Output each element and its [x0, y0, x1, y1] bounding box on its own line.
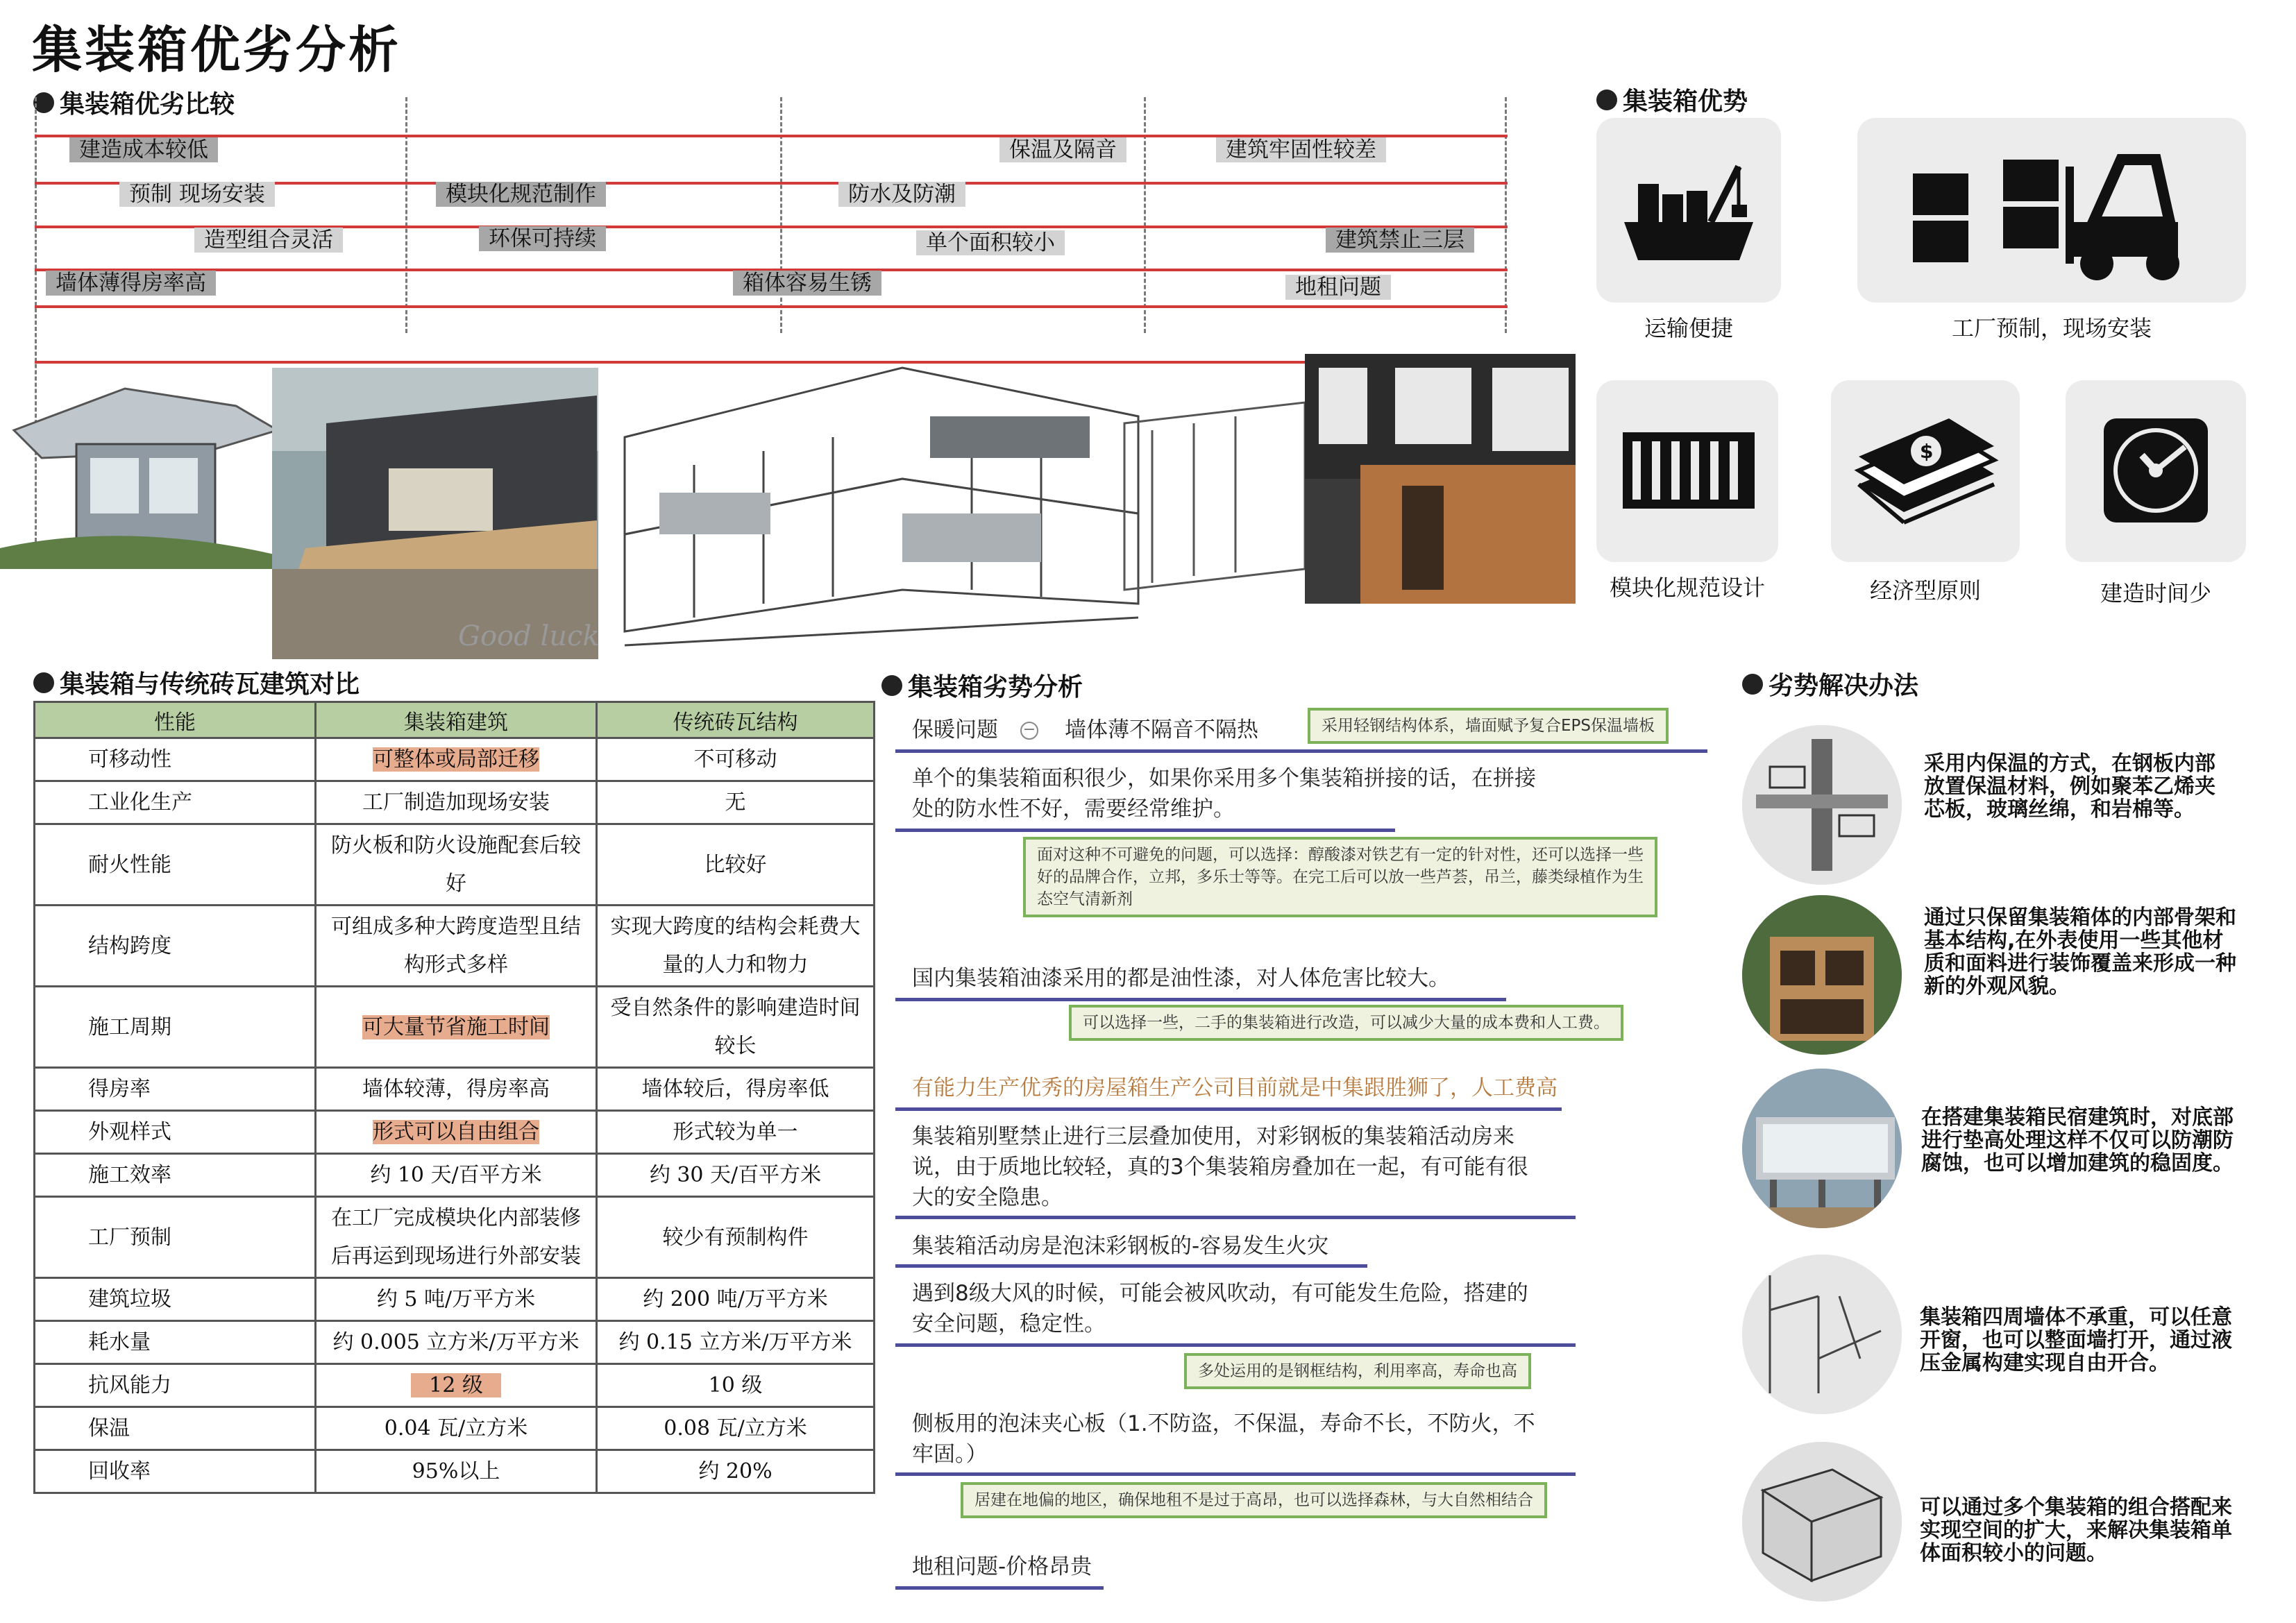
container-buildings-illustration	[0, 340, 1582, 666]
chip: 单个面积较小	[916, 230, 1065, 255]
table-cell: 可移动性	[35, 738, 316, 781]
separator-line	[895, 1107, 1562, 1111]
container-icon	[1596, 380, 1778, 562]
table-cell: 0.08 瓦/立方米	[597, 1407, 875, 1450]
solution-text: 采用内保温的方式，在钢板内部 放置保温材料，例如聚苯乙烯夹 芯板，玻璃丝绵，和岩棉等。	[1924, 751, 2215, 822]
table-cell: 工业化生产	[35, 781, 316, 824]
table-row	[35, 1197, 875, 1278]
table-cell	[316, 738, 597, 781]
highlight-text: 形式可以自由组合	[373, 1120, 539, 1144]
table-cell: 约 10 天/百平方米	[316, 1154, 597, 1197]
table-cell: 10 级	[597, 1364, 875, 1407]
table-cell: 墙体较后，得房率低	[597, 1068, 875, 1111]
separator-line	[895, 1472, 1576, 1476]
advantage-label: 经济型原则	[1869, 577, 1981, 604]
table-row	[35, 1364, 875, 1407]
analysis-text: 安全问题，稳定性。	[912, 1311, 1106, 1336]
advantage-label: 建造时间少	[2100, 580, 2211, 606]
note-line: 面对这种不可避免的问题，可以选择：醇酸漆对铁艺有一定的针对性，还可以选择一些	[1037, 846, 1644, 864]
table-cell: 外观样式	[35, 1111, 316, 1154]
advantages-heading: 集装箱优势	[1596, 82, 1748, 117]
solution-text: 可以通过多个集装箱的组合搭配来 实现空间的扩大，来解决集装箱单 体面积较小的问题。	[1920, 1495, 2232, 1565]
analysis-text: 遇到8级大风的时候，可能会被风吹动，有可能发生危险，搭建的	[912, 1281, 1528, 1306]
table-cell: 0.04 瓦/立方米	[316, 1407, 597, 1450]
table-cell: 实现大跨度的结构会耗费大量的人力和物力	[597, 906, 875, 987]
table-cell: 施工周期	[35, 987, 316, 1068]
chip: 墙体薄得房率高	[46, 271, 216, 296]
table-cell: 无	[597, 781, 875, 824]
table-cell: 在工厂完成模块化内部装修后再运到现场进行外部安装	[316, 1197, 597, 1278]
solution-note: 采用轻钢结构体系，墙面赋予复合EPS保温墙板	[1308, 708, 1669, 744]
table-cell: 耐火性能	[35, 824, 316, 906]
bullet-icon	[33, 672, 54, 693]
cargo-ship-icon	[1596, 118, 1781, 303]
table-row	[35, 1278, 875, 1321]
bullet-icon	[1596, 90, 1617, 110]
highlight-text: 可大量节省施工时间	[362, 1014, 550, 1039]
compare-heading: 集装箱优劣比较	[33, 85, 235, 120]
table-heading: 集装箱与传统砖瓦建筑对比	[33, 665, 360, 700]
table-row	[35, 1407, 875, 1450]
table-cell	[316, 1111, 597, 1154]
separator-line	[895, 829, 1395, 832]
svg-text:$: $	[1920, 440, 1934, 463]
analysis-text: 处的防水性不好，需要经常维护。	[912, 797, 1235, 822]
analysis-topic: 保暖问题	[912, 717, 998, 742]
table-cell: 约 5 吨/万平方米	[316, 1278, 597, 1321]
analysis-text: 说，由于质地比较轻，真的3个集装箱房叠加在一起，有可能有很	[912, 1155, 1528, 1180]
table-cell: 工厂制造加现场安装	[316, 781, 597, 824]
table-row	[35, 1321, 875, 1364]
clock-icon	[2066, 380, 2246, 562]
solutions-heading: 劣势解决办法	[1742, 666, 1918, 702]
highlight-text: 12 级	[411, 1373, 501, 1397]
analysis-text: 地租问题-价格昂贵	[912, 1554, 1092, 1579]
analysis-text: 大的安全隐患。	[912, 1185, 1063, 1210]
chip: 箱体容易生锈	[733, 271, 881, 296]
page-title: 集装箱优劣分析	[32, 21, 402, 79]
divider	[780, 97, 782, 333]
table-cell: 耗水量	[35, 1321, 316, 1364]
analysis-text: 侧板用的泡沫夹心板（1.不防盗，不保温，寿命不长，不防火，不	[912, 1411, 1535, 1436]
table-cell: 工厂预制	[35, 1197, 316, 1278]
forklift-icon	[1857, 118, 2246, 303]
chip: 预制 现场安装	[119, 182, 275, 207]
solution-note	[1023, 837, 1657, 917]
separator-line	[895, 1343, 1576, 1347]
solution-note: 多处运用的是钢框结构，利用率高，寿命也高	[1184, 1353, 1531, 1389]
table-cell: 建筑垃圾	[35, 1278, 316, 1321]
separator-line	[895, 749, 1707, 753]
table-cell: 施工效率	[35, 1154, 316, 1197]
divider	[1144, 97, 1146, 333]
column-header: 集装箱建筑	[316, 702, 597, 738]
divider	[405, 97, 407, 333]
chip: 建筑禁止三层	[1326, 228, 1474, 253]
table-cell: 回收率	[35, 1450, 316, 1493]
column-header: 传统砖瓦结构	[597, 702, 875, 738]
solution-text: 在搭建集装箱民宿建筑时，对底部 进行垫高处理这样不仅可以防潮防 腐蚀，也可以增加建筑的稳固度。	[1921, 1105, 2234, 1175]
table-row	[35, 824, 875, 906]
insulation-detail-image	[1742, 725, 1902, 885]
money-stack-icon	[1831, 380, 2020, 562]
table-cell: 约 20%	[597, 1450, 875, 1493]
column-header: 性能	[35, 702, 316, 738]
table-cell	[316, 1364, 597, 1407]
table-cell: 得房率	[35, 1068, 316, 1111]
advantage-label: 工厂预制，现场安装	[1951, 315, 2152, 341]
table-row	[35, 1450, 875, 1493]
bullet-icon	[881, 675, 902, 696]
table-row	[35, 987, 875, 1068]
solution-text: 集装箱四周墙体不承重，可以任意 开窗，也可以整面墙打开，通过液 压金属构建实现自由开合。	[1920, 1305, 2232, 1375]
chip: 环保可持续	[479, 226, 606, 251]
separator-line	[35, 305, 1508, 308]
analysis-heading: 集装箱劣势分析	[881, 668, 1083, 703]
table-cell: 形式较为单一	[597, 1111, 875, 1154]
separator-line	[895, 1216, 1576, 1219]
table-cell: 可组成多种大跨度造型且结构形式多样	[316, 906, 597, 987]
transport-tile	[1596, 118, 1781, 303]
chip: 保温及隔音	[999, 137, 1126, 162]
wood-clad-house-image	[1742, 895, 1902, 1055]
separator-line	[895, 1586, 1104, 1590]
chip: 造型组合灵活	[194, 228, 343, 253]
chip: 模块化规范制作	[436, 182, 606, 207]
chip: 防水及防潮	[838, 182, 965, 207]
table-cell: 比较好	[597, 824, 875, 906]
separator-line	[895, 998, 1506, 1001]
table-cell: 约 30 天/百平方米	[597, 1154, 875, 1197]
divider	[1505, 97, 1507, 333]
economy-tile	[1831, 380, 2020, 562]
comparison-table	[33, 701, 875, 1494]
table-row	[35, 1154, 875, 1197]
opening-wall-sketch	[1742, 1255, 1902, 1414]
analysis-text: 集装箱别墅禁止进行三层叠加使用，对彩钢板的集装箱活动房来	[912, 1124, 1514, 1149]
note-line: 态空气清新剂	[1037, 890, 1133, 908]
analysis-text: 牢固。）	[912, 1442, 988, 1467]
analysis-text: 国内集装箱油漆采用的都是油性漆，对人体危害比较大。	[912, 966, 1450, 991]
table-cell: 不可移动	[597, 738, 875, 781]
bullet-icon	[1742, 674, 1763, 695]
analysis-text: 墙体薄不隔音不隔热	[1065, 717, 1258, 742]
table-row	[35, 1111, 875, 1154]
table-header-row	[35, 702, 875, 738]
solution-text: 通过只保留集装箱体的内部骨架和 基本结构,在外表使用一些其他材 质和面料进行装饰覆盖来形成一种 新的外观风貌。	[1924, 906, 2236, 999]
table-cell: 防火板和防火设施配套后较好	[316, 824, 597, 906]
table-cell: 结构跨度	[35, 906, 316, 987]
advantage-label: 运输便捷	[1644, 315, 1733, 341]
table-row	[35, 738, 875, 781]
table-cell: 约 200 吨/万平方米	[597, 1278, 875, 1321]
chip: 建造成本较低	[69, 137, 218, 162]
note-line: 好的品牌合作，立邦，多乐士等等。在完工后可以放一些芦荟，吊兰，藤类绿植作为生	[1037, 868, 1644, 886]
solution-note: 居建在地偏的地区，确保地租不是过于高昂，也可以选择森林，与大自然相结合	[961, 1482, 1547, 1518]
table-cell: 墙体较薄，得房率高	[316, 1068, 597, 1111]
chip: 建筑牢固性较差	[1216, 137, 1386, 162]
module-tile	[1596, 380, 1778, 562]
analysis-text: 有能力生产优秀的房屋箱生产公司目前就是中集跟胜狮了，人工费高	[912, 1076, 1558, 1101]
analysis-text: 集装箱活动房是泡沫彩钢板的-容易发生火灾	[912, 1234, 1329, 1259]
stacked-containers-sketch	[1742, 1442, 1902, 1601]
table-row	[35, 1068, 875, 1111]
solution-note: 可以选择一些，二手的集装箱进行改造，可以减少大量的成本费和人工费。	[1069, 1005, 1623, 1041]
table-cell: 较少有预制构件	[597, 1197, 875, 1278]
table-cell: 95%以上	[316, 1450, 597, 1493]
table-cell: 约 0.15 立方米/万平方米	[597, 1321, 875, 1364]
table-row	[35, 906, 875, 987]
table-cell	[316, 987, 597, 1068]
highlight-text: 可整体或局部迁移	[373, 747, 539, 772]
raised-house-image	[1742, 1069, 1902, 1228]
collapse-icon[interactable]: −	[1020, 722, 1038, 740]
separator-line	[895, 1264, 1367, 1268]
signature: Good luck	[458, 620, 600, 652]
table-cell: 约 0.005 立方米/万平方米	[316, 1321, 597, 1364]
table-cell: 受自然条件的影响建造时间较长	[597, 987, 875, 1068]
advantage-label: 模块化规范设计	[1609, 575, 1765, 601]
chip: 地租问题	[1285, 275, 1391, 300]
analysis-text: 单个的集装箱面积很少，如果你采用多个集装箱拼接的话，在拼接	[912, 766, 1536, 791]
time-tile	[2066, 380, 2246, 562]
table-cell: 保温	[35, 1407, 316, 1450]
factory-tile	[1857, 118, 2246, 303]
table-cell: 抗风能力	[35, 1364, 316, 1407]
table-row	[35, 781, 875, 824]
